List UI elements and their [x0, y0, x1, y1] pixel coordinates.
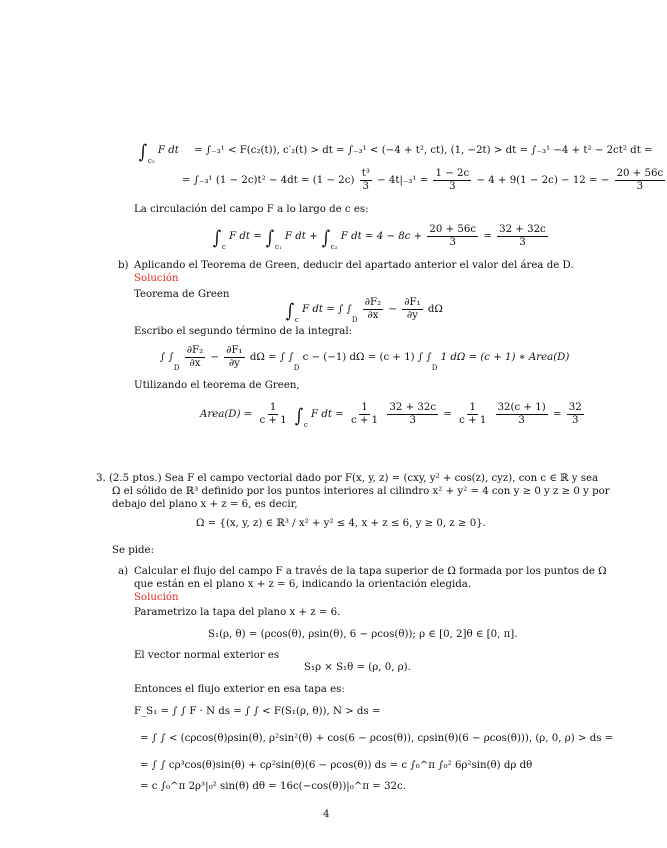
s1-parametrization: S₁(ρ, θ) = (ρcos(θ), ρsin(θ), 6 − ρcos(θ)); ρ ∈ [0, 2]θ ∈ [0, π]. [208, 629, 518, 640]
normal-vector-text: El vector normal exterior es [134, 650, 280, 661]
problem-3-line-3: debajo del plano x + z = 6, es decir, [112, 499, 298, 510]
solucion-a: Solución [134, 592, 179, 603]
part-a-label: a) [118, 566, 129, 577]
frac-circ-1: $\frac{20 + 56c}{3}$ [429, 224, 477, 248]
flux-line-2: = ∫ ∫ < (cρcos(θ)ρsin(θ), ρ²sin²(θ) + cos(6 − ρcos(θ)), cρsin(θ)(6 − ρcos(θ))), (ρ, 0, ρ) > ds = [140, 733, 614, 744]
frac-circ-2: $\frac{32 + 32c}{3}$ [499, 224, 546, 248]
part-b-label: b) [118, 260, 129, 271]
green-theorem-label: Teorema de Green [134, 289, 230, 300]
part-a-line-1: Calcular el flujo del campo F a través de la tapa superior de Ω formada por los puntos de Ω [134, 566, 607, 577]
area-equation: Area(D) = $\frac{1}{c + 1}$ $\int_c$ F dt = $\frac{1}{c + 1}$ $\frac{32 + 32c}{3}$ = $\frac{1}{c + 1}$ $\frac{32(c + 1)}{3}$ = $\frac{32}{3}$ [200, 402, 582, 430]
page-number: 4 [323, 809, 330, 820]
flux-line-3: = ∫ ∫ cρ³cos(θ)sin(θ) + cρ²sin(θ)(6 − ρcos(θ)) ds = c ∫₀^π ∫₀² 6ρ²sin(θ) dρ dθ [140, 760, 533, 771]
flux-line-1: F_S₁ = ∫ ∫ F · N ds = ∫ ∫ < F(S₁(ρ, θ)), N > ds = [134, 706, 381, 717]
escribo-text: Escribo el segundo término de la integral: [134, 326, 353, 337]
circulation-equation: $\int_c$ F dt = $\int_{c_1}$ F dt + $\int_{c_2}$ F dt = 4 − 8c + $\frac{20 + 56c}{3}$ = $\frac{32 + 32c}{3}$ [212, 224, 546, 252]
parametrizo-text: Parametrizo la tapa del plano x + z = 6. [134, 607, 341, 618]
lhs-fdt: F dt [157, 145, 179, 156]
integral-line-1-rhs: = ∫₋₃¹ < F(c₂(t)), c′₂(t) > dt = ∫₋₃¹ < (−4 + t², ct), (1, −2t) > dt = ∫₋₃¹ −4 + t² − 2ct² dt = [194, 145, 653, 156]
frac-result: $\frac{20 + 56c}{3}$ [616, 168, 664, 192]
part-a-line-2: que están en el plano x + z = 6, indicando la orientación elegida. [134, 579, 472, 590]
second-term-equation: ∫ $\int_D$ $\frac{\text{∂F₂}}{\partial x}$ − $\frac{\text{∂F₁}}{\partial y}$ dΩ = ∫ $\int_D$ c − (−1) dΩ = (c + 1) ∫ $\int_D$ 1 dΩ = (c + 1) ∗ Area(D) [160, 345, 570, 373]
utilizando-text: Utilizando el teorema de Green, [134, 380, 300, 391]
line2-part-a: = ∫₋₃¹ (1 − 2c)t² − 4dt = (1 − 2c) [182, 175, 355, 187]
problem-3-line-2: Ω el sólido de ℝ³ definido por los puntos interiores al cilindro x² + y² = 4 con y ≥ 0 y z ≥ 0 y por [112, 486, 610, 497]
cross-product: S₁ρ × S₁θ = (ρ, 0, ρ). [304, 662, 411, 673]
solucion-b: Solución [134, 273, 179, 284]
part-b-statement: Aplicando el Teorema de Green, deducir del apartado anterior el valor del área de D. [134, 260, 574, 271]
integral-c2-line-1: $\int_{c_2}$ F dt = ∫₋₃¹ < F(c₂(t)), c′₂(t) > dt = ∫₋₃¹ < (−4 + t², ct), (1, −2t) > dt = ∫₋₃¹ −4 + t² − 2ct² dt = [138, 141, 653, 165]
circulation-text: La circulación del campo F a lo largo de c es: [134, 204, 369, 215]
frac-1-2c-over-3: $\frac{1 - 2c}{3}$ [435, 168, 470, 192]
flux-line-4: = c ∫₀^π 2ρ³|₀² sin(θ) dθ = 16c(−cos(θ))|₀^π = 32c. [140, 781, 406, 792]
green-equation: $\int_c$ F dt = ∫ $\int_D$ $\frac{\text{∂F₂}}{\partial x}$ − $\frac{\text{∂F₁}}{\partial y}$ dΩ [285, 297, 443, 325]
se-pide: Se pide: [112, 545, 155, 556]
integral-c2-line-2 [182, 168, 667, 192]
omega-definition: Ω = {(x, y, z) ∈ ℝ³ / x² + y² ≤ 4, x + z ≤ 6, y ≥ 0, z ≥ 0}. [196, 518, 486, 529]
entonces-text: Entonces el flujo exterior en esa tapa es: [134, 684, 345, 695]
line2-part-c: − 4 + 9(1 − 2c) − 12 = − [476, 175, 610, 187]
problem-3-line-1: 3. (2.5 ptos.) Sea F el campo vectorial dado por F(x, y, z) = (cxy, y² + cos(z), cyz), con c ∈ ℝ y sea [96, 473, 599, 484]
frac-t3-over-3: $\frac{\text{t³}}{3}$ [361, 168, 370, 192]
line2-part-b: − 4t|₋₃¹ = [377, 175, 429, 187]
